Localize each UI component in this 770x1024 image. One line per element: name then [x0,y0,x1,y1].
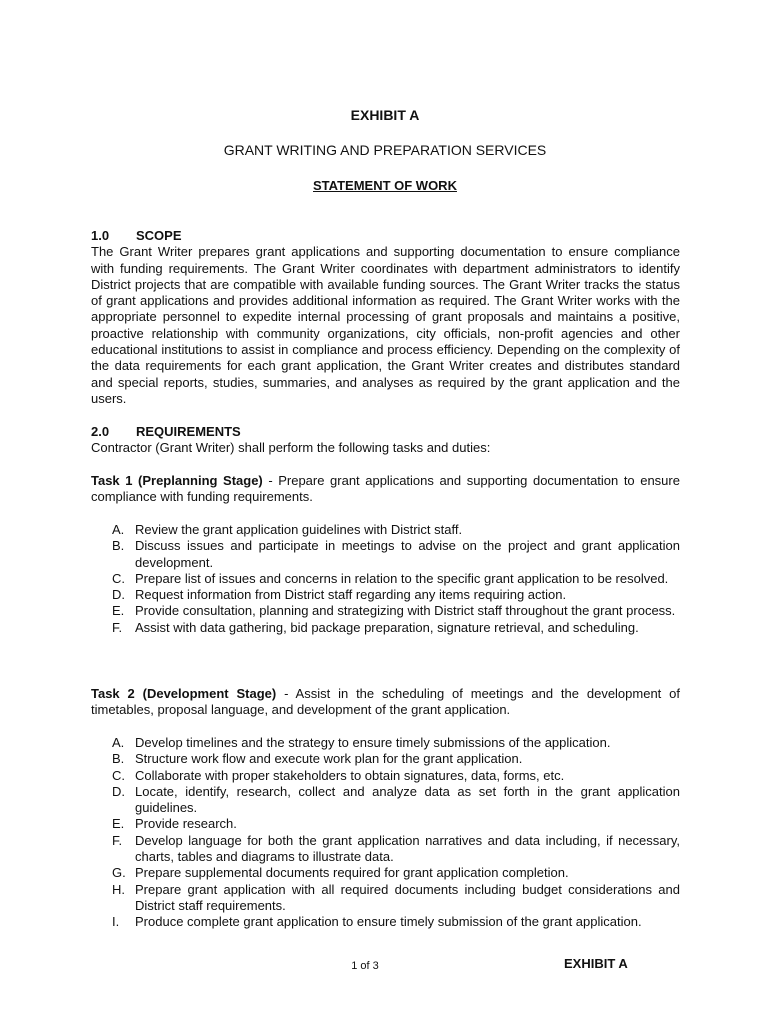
requirements-heading [91,424,680,440]
list-item [91,882,680,915]
list-item [91,603,680,619]
list-marker: B. [112,751,125,767]
list-item-text: Provide research. [135,816,237,832]
page-number: 1 of 3 [351,960,379,972]
list-item [91,816,680,832]
list-item-text: Develop timelines and the strategy to ensure timely submissions of the application. [135,735,611,750]
list-marker: H. [112,881,125,897]
scope-number: 1.0 [91,228,110,243]
list-marker: D. [112,783,125,799]
list-item [91,620,680,636]
list-item-text: Review the grant application guidelines with District staff. [135,522,463,537]
task1-description [91,473,680,506]
list-item [91,571,680,587]
list-marker: F. [112,832,123,848]
requirements-section [91,424,680,457]
list-item-text: Provide consultation, planning and strategizing with District staff throughout the grant process. [135,603,676,619]
scope-section [91,228,680,407]
list-item-text: Collaborate with proper stakeholders to obtain signatures, data, forms, etc. [135,767,565,783]
list-item-text: Prepare grant application with all required documents including budget considerations and District staff requirements. [135,881,680,913]
task2-text: - Assist in the scheduling of meetings and the development of timetables, proposal language, and development of the grant application. [91,686,681,718]
scope-paragraph: The Grant Writer prepares grant applications and supporting documentation to ensure compliance with funding requirements. The Grant Writer coordinates with department administrators to identify District projects that are compatible with available funding sources. The Grant Writer tracks the status of grant applications and provides additional information as required. The Grant Writer works with the appropriate personnel to expedite internal processing of grant proposals and maintains a positive, proactive relationship with community organizations, city officials, non-profit agencies and other educational institutions to assist in compliance and process efficiency. Depending on the complexity of the data requirements for each grant application, the Grant Writer creates and distributes standard and special reports, studies, summaries, and analyses as required by the grant application and the users. [91,244,680,406]
list-marker: D. [112,587,125,603]
list-item [91,784,680,817]
list-marker: C. [112,767,125,783]
requirements-number: 2.0 [91,424,110,439]
list-item [91,865,680,881]
list-item [91,833,680,866]
footer-exhibit-label: EXHIBIT A [564,956,628,971]
list-item-text: Request information from District staff regarding any items requiring action. [135,587,567,603]
task1-list [91,522,680,636]
list-item-text: Discuss issues and participate in meetings to advise on the project and grant application development. [135,538,680,570]
list-item [91,751,680,767]
list-item-text: Assist with data gathering, bid package preparation, signature retrieval, and scheduling. [135,619,639,635]
scope-heading [91,228,680,244]
list-marker: E. [112,816,125,832]
task1-text: - Prepare grant applications and supporting documentation to ensure compliance with funding requirements. [91,473,680,505]
task2-list [91,735,680,931]
exhibit-heading: EXHIBIT A [350,107,420,123]
list-marker: F. [112,619,123,635]
list-item-text: Locate, identify, research, collect and analyze data as set forth in the grant application guidelines. [135,783,680,816]
list-item [91,538,680,571]
list-marker: I. [112,914,120,930]
list-item [91,587,680,603]
requirements-intro: Contractor (Grant Writer) shall perform the following tasks and duties: [91,440,491,456]
list-marker: B. [112,538,125,554]
list-item-text: Develop language for both the grant application narratives and data including, if necessary, charts, tables and diagrams to illustrate data. [135,832,680,865]
list-item-text: Prepare list of issues and concerns in relation to the specific grant application to be resolved. [135,570,669,586]
list-marker: A. [112,522,125,537]
list-marker: E. [112,603,125,619]
list-item [91,914,680,930]
requirements-title: REQUIREMENTS [136,424,241,439]
document-title: GRANT WRITING AND PREPARATION SERVICES [223,142,547,158]
list-item [91,768,680,784]
statement-of-work-heading: STATEMENT OF WORK [313,178,457,193]
list-item-text: Prepare supplemental documents required for grant application completion. [135,865,569,881]
task2-label: Task 2 (Development Stage) [91,686,277,701]
list-item [91,522,680,538]
task1-label: Task 1 (Preplanning Stage) [91,473,263,488]
list-item-text: Produce complete grant application to ensure timely submission of the grant application. [135,914,642,930]
task2-description [91,686,680,719]
list-marker: G. [112,865,126,881]
scope-title: SCOPE [136,228,182,243]
list-item [91,735,680,751]
list-marker: A. [112,735,125,750]
list-marker: C. [112,570,125,586]
list-item-text: Structure work flow and execute work plan for the grant application. [135,751,523,767]
